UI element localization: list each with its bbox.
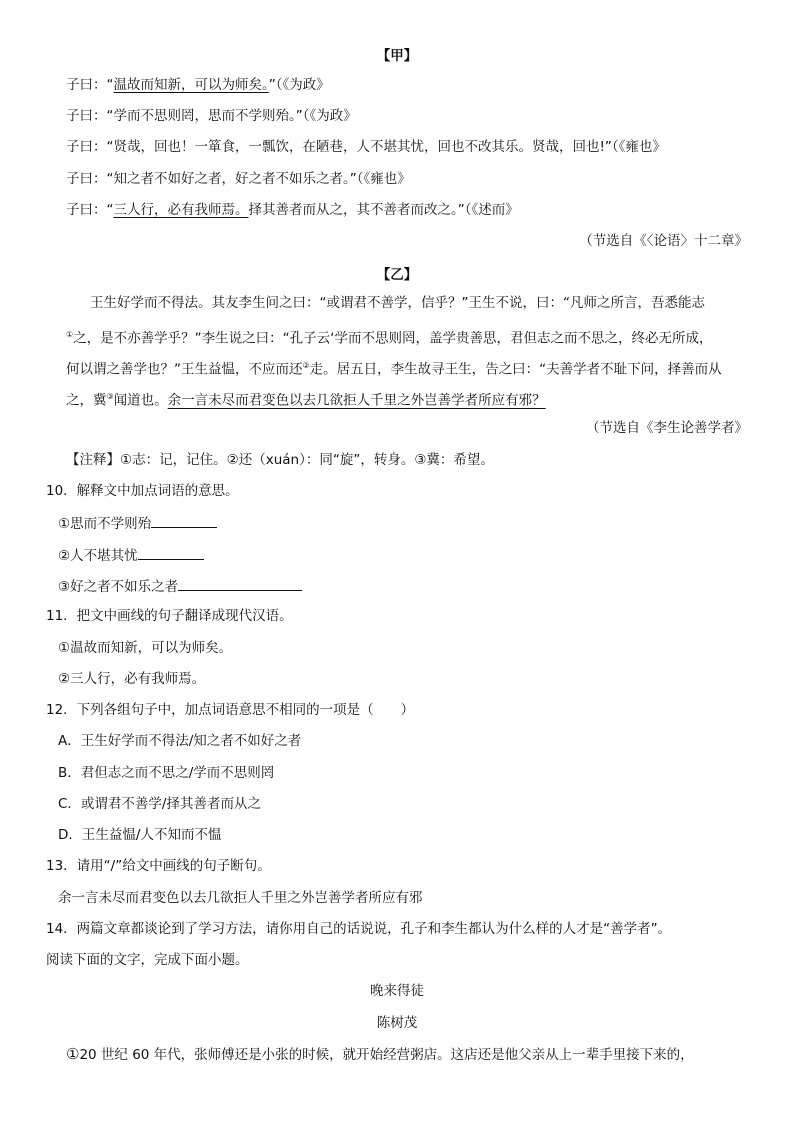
footnote-mark-2: ② xyxy=(302,361,310,370)
answer-blank-1[interactable] xyxy=(151,513,217,528)
question-12-option-a: A．王生好学而不得法/知之者不如好之者 xyxy=(58,733,302,749)
question-10-stem: 10．解释文中加点词语的意思。 xyxy=(46,483,239,499)
question-13-stem: 13．请用“/”给文中画线的句子断句。 xyxy=(46,858,271,874)
footnote-mark-1: ① xyxy=(66,330,74,339)
question-12-option-b: B．君但志之而不思之/学而不思则罔 xyxy=(58,765,275,781)
question-12-option-d: D．王生益愠/人不知而不愠 xyxy=(58,827,222,843)
section-jia-heading: 【甲】 xyxy=(376,48,418,64)
answer-blank-3[interactable] xyxy=(178,576,302,591)
story-title: 晚来得徒 xyxy=(370,983,424,999)
paragraph-number-mark: ① xyxy=(66,1045,80,1063)
jia-line-1: 子曰：“温故而知新，可以为师矣。”（《为政》 xyxy=(66,77,330,93)
yi-source: （节选自《李生论善学者》 xyxy=(586,420,748,436)
footnote-mark-3: ③ xyxy=(106,392,114,401)
question-10-item-3: ③好之者不如乐之者 xyxy=(58,576,302,596)
annotation-note: 【注释】①志：记，记住。②还（xuán）：同“旋”，转身。③冀：希望。 xyxy=(66,452,494,468)
answer-blank-2[interactable] xyxy=(138,545,204,560)
question-11-item-2: ②三人行，必有我师焉。 xyxy=(58,671,206,687)
question-11-item-1: ①温故而知新，可以为师矣。 xyxy=(58,640,233,656)
reading-intro: 阅读下面的文字，完成下面小题。 xyxy=(46,952,249,968)
story-author: 陈树茂 xyxy=(376,1015,418,1031)
question-10-item-2: ②人不堪其忧 xyxy=(58,545,204,565)
yi-paragraph-line-1: 王生好学而不得法。其友李生问之曰：“或谓君不善学，信乎？”王生不说，曰：“凡师之所言，吾悉能志 xyxy=(90,295,705,311)
story-paragraph-1: ①20 世纪 60 年代，张师傅还是小张的时候，就开始经营粥店。这店还是他父亲从上一辈手里接下来的， xyxy=(66,1045,694,1063)
question-12-stem: 12．下列各组句子中，加点词语意思不相同的一项是（ ） xyxy=(46,702,415,718)
yi-paragraph-line-3: 何以谓之善学也？”王生益愠，不应而还②走。居五日，李生故寻王生，告之曰：“夫善学者不耻下问，择善而从 xyxy=(66,361,722,378)
underlined-sentence-3: 余一言未尽而君变色以去几欲拒人千里之外岂善学者所应有邪？ xyxy=(167,392,546,409)
jia-line-4: 子曰：“知之者不如好之者，好之者不如乐之者。”（《雍也》 xyxy=(66,171,411,187)
underlined-sentence-2: 三人行，必有我师焉。 xyxy=(113,202,249,218)
question-12-option-c: C．或谓君不善学/择其善者而从之 xyxy=(58,796,261,812)
yi-paragraph-line-2: ①之，是不亦善学乎？”李生说之曰：“孔子云‘学而不思则罔，盖学贵善思，君但志之而不思之，终必无所成， xyxy=(66,330,713,347)
yi-paragraph-line-4: 之，冀③闻道也。余一言未尽而君变色以去几欲拒人千里之外岂善学者所应有邪？ xyxy=(66,392,546,409)
jia-line-2: 子曰：“学而不思则罔，思而不学则殆。”（《为政》 xyxy=(66,108,357,124)
question-13-sentence: 余一言未尽而君变色以去几欲拒人千里之外岂善学者所应有邪 xyxy=(58,890,423,906)
jia-line-5: 子曰：“三人行，必有我师焉。择其善者而从之，其不善者而改之。”（《述而》 xyxy=(66,202,519,218)
jia-line-3: 子曰：“贤哉，回也！一箪食，一瓢饮，在陋巷，人不堪其忧，回也不改其乐。贤哉，回也!”（《雍也》 xyxy=(66,139,666,155)
question-11-stem: 11．把文中画线的句子翻译成现代汉语。 xyxy=(46,608,293,624)
question-14-stem: 14．两篇文章都谈论到了学习方法，请你用自己的话说说，孔子和李生都认为什么样的人才是“善学者”。 xyxy=(46,921,672,937)
underlined-sentence-1: 温故而知新，可以为师矣。 xyxy=(113,77,269,93)
jia-source: （节选自《〈论语〉十二章》 xyxy=(579,233,748,249)
section-yi-heading: 【乙】 xyxy=(376,267,418,283)
question-10-item-1: ①思而不学则殆 xyxy=(58,513,217,533)
